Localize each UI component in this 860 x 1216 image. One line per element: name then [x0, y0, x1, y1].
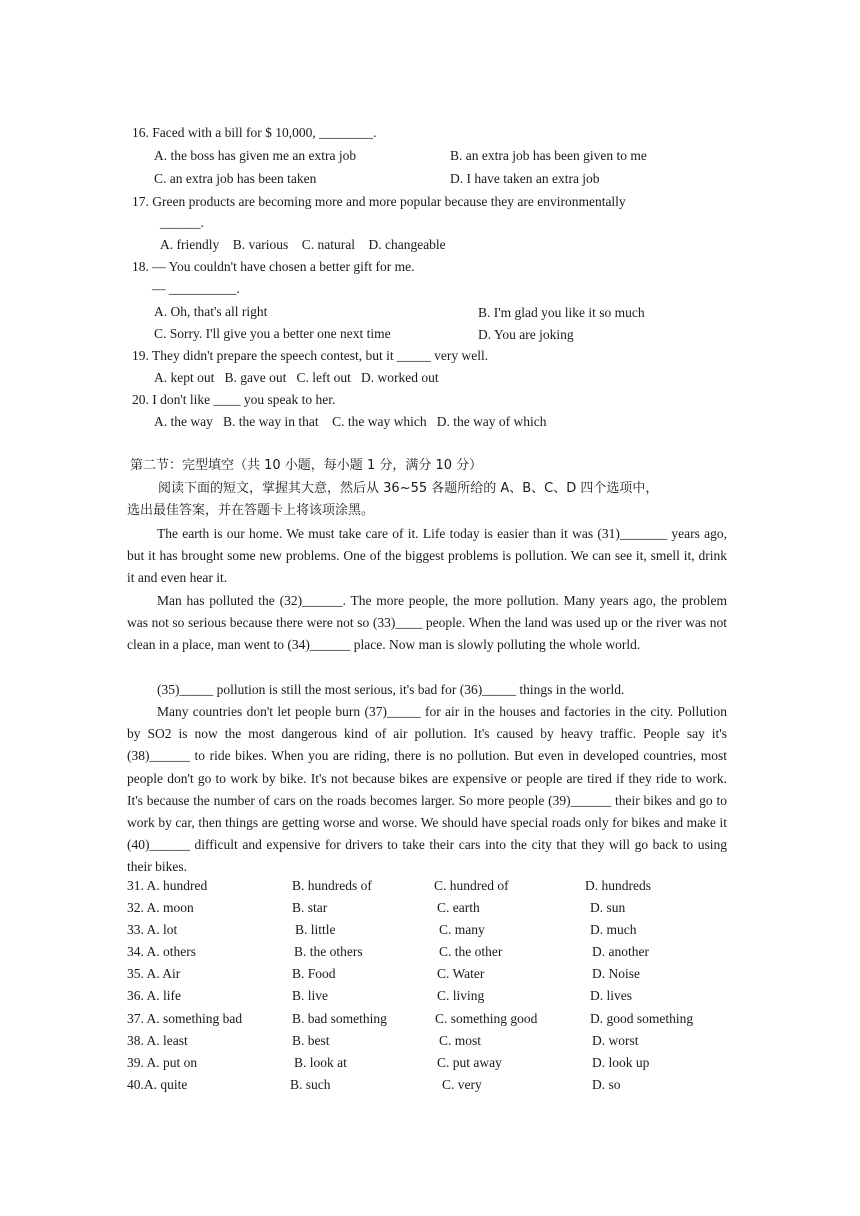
choice-32-b: B. star: [292, 900, 328, 915]
choice-33-a: 33. A. lot: [127, 922, 178, 937]
choice-36-d: D. lives: [590, 988, 632, 1003]
question-18-option-d: D. You are joking: [478, 327, 574, 342]
choice-40-d: D. so: [592, 1077, 621, 1092]
question-17-options: A. friendly B. various C. natural D. changeable: [160, 237, 446, 252]
choice-32-d: D. sun: [590, 900, 626, 915]
question-20-options: A. the way B. the way in that C. the way which D. the way of which: [154, 414, 547, 429]
passage-paragraph-4: Many countries don't let people burn (37)_____ for air in the houses and factories in the city. Pollution by SO2 is now the most dangerous kind of air pollution. It's caused by heavy traffic. People say it's (38)______ to ride bikes. When you are riding, there is no pollution. But even in developed countries, most people don't go to work by bike. It's not because bikes are expensive or people are tired if they ride to work. It's because the number of cars on the roads becomes larger. So more people (39)______ their bikes and go to work by car, then things are getting worse and worse. We should have special roads only for bikes and make it (40)______ difficult and expensive for drivers to take their cars into the city that they will go back to using their bikes.: [127, 704, 727, 875]
choice-33-d: D. much: [590, 922, 637, 937]
choice-row-40: [127, 1077, 727, 1099]
choice-31-b: B. hundreds of: [292, 878, 372, 893]
choice-31-c: C. hundred of: [434, 878, 509, 893]
choice-35-b: B. Food: [292, 966, 336, 981]
choice-row-33: [127, 922, 727, 944]
section-2-instruction-line1: 阅读下面的短文，掌握其大意，然后从 36~55 各题所给的 A、B、C、D 四个选项中，: [158, 481, 659, 496]
question-16-option-d: D. I have taken an extra job: [450, 171, 600, 186]
choice-row-32: [127, 900, 727, 922]
choice-row-35: [127, 966, 727, 988]
question-20-stem: 20. I don't like ____ you speak to her.: [132, 392, 336, 407]
choice-36-b: B. live: [292, 988, 328, 1003]
choice-39-d: D. look up: [592, 1055, 650, 1070]
choice-row-37: [127, 1011, 727, 1033]
question-16-option-c: C. an extra job has been taken: [154, 171, 317, 186]
choice-35-a: 35. A. Air: [127, 966, 181, 981]
question-19-stem: 19. They didn't prepare the speech contest, but it _____ very well.: [132, 348, 489, 363]
question-19-options: A. kept out B. gave out C. left out D. worked out: [154, 370, 439, 385]
question-17-stem: 17. Green products are becoming more and more popular because they are environmentally: [132, 194, 626, 209]
choice-37-a: 37. A. something bad: [127, 1011, 243, 1026]
passage-paragraph-3: (35)_____ pollution is still the most serious, it's bad for (36)_____ things in the world.: [157, 682, 625, 697]
passage-paragraph-1: The earth is our home. We must take care of it. Life today is easier than it was (31)_______ years ago, but it has brought some new problems. One of the biggest problems is pollution. We can see it, smell it, drink it and even hear it.: [127, 526, 727, 586]
question-18-option-a: A. Oh, that's all right: [154, 304, 268, 319]
choice-row-31: [127, 878, 727, 900]
choice-36-c: C. living: [437, 988, 485, 1003]
choice-38-c: C. most: [439, 1033, 482, 1048]
question-16-option-b: B. an extra job has been given to me: [450, 148, 647, 163]
question-18-reply: — __________.: [152, 281, 240, 296]
choice-37-c: C. something good: [435, 1011, 538, 1026]
question-16-option-a: A. the boss has given me an extra job: [154, 148, 357, 163]
choice-38-a: 38. A. least: [127, 1033, 188, 1048]
choice-38-b: B. best: [292, 1033, 330, 1048]
choice-34-b: B. the others: [294, 944, 363, 959]
choice-31-a: 31. A. hundred: [127, 878, 208, 893]
choice-row-39: [127, 1055, 727, 1077]
choice-33-c: C. many: [439, 922, 485, 937]
choice-40-a: 40.A. quite: [127, 1077, 188, 1092]
choice-row-34: [127, 944, 727, 966]
choice-35-c: C. Water: [437, 966, 485, 981]
question-18-option-c: C. Sorry. I'll give you a better one next time: [154, 326, 391, 341]
choice-37-b: B. bad something: [292, 1011, 387, 1026]
choice-34-a: 34. A. others: [127, 944, 196, 959]
choice-34-d: D. another: [592, 944, 649, 959]
choice-32-c: C. earth: [437, 900, 480, 915]
choice-31-d: D. hundreds: [585, 878, 651, 893]
question-18-stem: 18. — You couldn't have chosen a better gift for me.: [132, 259, 415, 274]
choice-40-b: B. such: [290, 1077, 331, 1092]
question-16-stem: 16. Faced with a bill for $ 10,000, ________.: [132, 125, 377, 140]
choice-37-d: D. good something: [590, 1011, 694, 1026]
choice-row-36: [127, 988, 727, 1010]
passage-paragraph-2: Man has polluted the (32)______. The more people, the more pollution. Many years ago, the problem was not so serious because there were not so (33)____ people. When the land was used up or the river was not clean in a place, man went to (34)______ place. Now man is slowly polluting the whole world.: [127, 593, 727, 653]
choice-39-a: 39. A. put on: [127, 1055, 198, 1070]
choice-32-a: 32. A. moon: [127, 900, 194, 915]
choice-38-d: D. worst: [592, 1033, 639, 1048]
question-17-blank: ______.: [160, 215, 204, 230]
choice-40-c: C. very: [442, 1077, 482, 1092]
section-2-instruction-line2: 选出最佳答案，并在答题卡上将该项涂黑。: [127, 503, 375, 518]
choice-36-a: 36. A. life: [127, 988, 181, 1003]
section-2-heading: 第二节：完型填空（共 10 小题，每小题 1 分，满分 10 分）: [130, 458, 483, 473]
question-18-option-b: B. I'm glad you like it so much: [478, 305, 645, 320]
choice-33-b: B. little: [295, 922, 336, 937]
choice-row-38: [127, 1033, 727, 1055]
choice-35-d: D. Noise: [592, 966, 640, 981]
choice-39-c: C. put away: [437, 1055, 502, 1070]
choice-39-b: B. look at: [294, 1055, 347, 1070]
choice-34-c: C. the other: [439, 944, 503, 959]
